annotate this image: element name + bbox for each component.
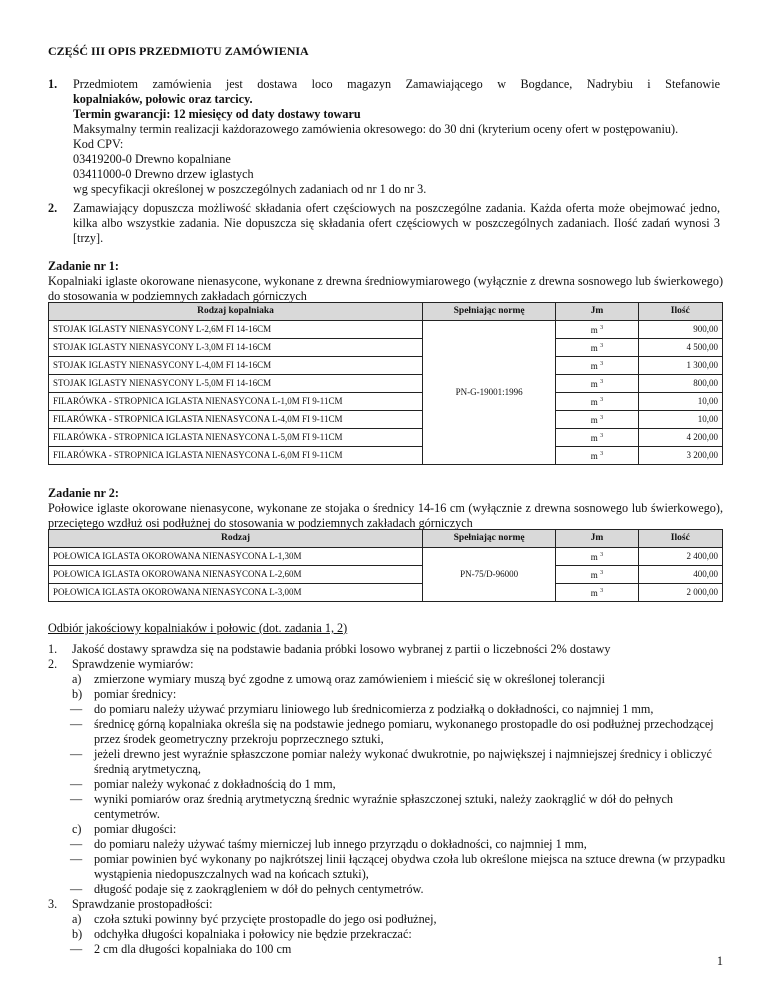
task-2-heading: Zadanie nr 2: <box>48 486 119 500</box>
col-header-unit: Jm <box>556 303 638 321</box>
table-row <box>49 339 723 357</box>
cell-name: FILARÓWKA - STROPNICA IGLASTA NIENASYCONA L-1,0M FI 9-11CM <box>49 393 423 411</box>
cell-unit: m $^3$ <box>556 375 638 393</box>
list-item: a) czoła sztuki powinny być przycięte prostopadle do jego osi podłużnej, <box>72 912 437 926</box>
section-1-warranty: Termin gwarancji: 12 miesięcy od daty dostawy towaru <box>73 107 361 121</box>
cell-name: FILARÓWKA - STROPNICA IGLASTA NIENASYCONA L-5,0M FI 9-11CM <box>49 429 423 447</box>
section-2 <box>48 201 720 246</box>
cell-qty: 400,00 <box>638 566 722 584</box>
cell-unit: m $^3$ <box>556 357 638 375</box>
col-header-qty: Ilość <box>638 530 722 548</box>
list-item: — wyniki pomiarów oraz średnią arytmetyczną średnic wyraźnie spłaszczonej sztuki, należy zaokrąglić w dół do pełnych centymetrów. <box>70 792 674 821</box>
cpv-code-2: 03411000-0 Drewno drzew iglastych <box>73 167 254 181</box>
cell-qty: 800,00 <box>638 375 722 393</box>
spec-note: wg specyfikacji określonej w poszczególnych zadaniach od nr 1 do nr 3. <box>73 182 427 196</box>
cell-unit: m $^3$ <box>556 566 638 584</box>
cell-name: POŁOWICA IGLASTA OKOROWANA NIENASYCONA L-1,30M <box>49 548 423 566</box>
list-item: a) zmierzone wymiary muszą być zgodne z umową oraz zamówieniem i mieścić się w określonej tolerancji <box>72 672 606 686</box>
list-item: — do pomiaru należy używać taśmy mierniczej lub innego przyrządu o dokładności, co najmniej 1 mm, <box>70 837 587 851</box>
list-item: — do pomiaru należy używać przymiaru liniowego lub średnicomierza z podziałką o dokładności, co najmniej 1 mm, <box>70 702 654 716</box>
cell-name: FILARÓWKA - STROPNICA IGLASTA NIENASYCONA L-6,0M FI 9-11CM <box>49 447 423 465</box>
col-header-unit: Jm <box>556 530 638 548</box>
table-row <box>49 447 723 465</box>
cell-qty: 3 200,00 <box>638 447 722 465</box>
cpv-label: Kod CPV: <box>73 137 124 151</box>
cell-unit: m $^3$ <box>556 548 638 566</box>
cell-name: FILARÓWKA - STROPNICA IGLASTA NIENASYCONA L-4,0M FI 9-11CM <box>49 411 423 429</box>
cell-norm: PN-G-19001:1996 <box>422 321 555 465</box>
cell-unit: m $^3$ <box>556 447 638 465</box>
cell-qty: 10,00 <box>638 393 722 411</box>
cell-name: STOJAK IGLASTY NIENASYCONY L-5,0M FI 14-16CM <box>49 375 423 393</box>
cell-name: POŁOWICA IGLASTA OKOROWANA NIENASYCONA L-2,60M <box>49 566 423 584</box>
list-item: — długość podaje się z zaokrągleniem w dół do pełnych centymetrów. <box>70 882 424 896</box>
table-row <box>49 321 723 339</box>
task-1-description: Kopalniaki iglaste okorowane nienasycone, wykonane z drewna średniowymiarowego (wyłącznie z drewna sosnowego lub świerkowego) do stosowania w podziemnych zakładach górniczych <box>48 274 723 303</box>
section-1 <box>48 77 720 197</box>
col-header-norm: Spełniając normę <box>422 303 555 321</box>
table-row <box>49 584 723 602</box>
cpv-code-1: 03419200-0 Drewno kopalniane <box>73 152 231 166</box>
quality-list <box>48 642 728 957</box>
cell-qty: 1 300,00 <box>638 357 722 375</box>
section-1-deadline: Maksymalny termin realizacji każdorazowego zamówienia okresowego: do 30 dni (kryterium oceny ofert w postępowaniu). <box>73 122 679 136</box>
cell-name: STOJAK IGLASTY NIENASYCONY L-4,0M FI 14-16CM <box>49 357 423 375</box>
task-2-description: Połowice iglaste okorowane nienasycone, wykonane ze stojaka o średnicy 14-16 cm (wyłącznie z drewna sosnowego lub świerkowego), przeciętego wzdłuż osi podłużnej do stosowania w podziemnych zakładach górniczych <box>48 501 723 530</box>
section-number: 2. <box>48 201 58 215</box>
table-row <box>49 411 723 429</box>
cell-name: STOJAK IGLASTY NIENASYCONY L-2,6M FI 14-16CM <box>49 321 423 339</box>
section-2-text: Zamawiający dopuszcza możliwość składania ofert częściowych na poszczególne zadania. Każda oferta może obejmować jedno, kilka albo wszystkie zadania. Nie dopuszcza się składania ofert częściowych w poszczególnych zadaniach. Ilość zadań wynosi 3 [trzy]. <box>73 201 720 245</box>
cell-name: STOJAK IGLASTY NIENASYCONY L-3,0M FI 14-16CM <box>49 339 423 357</box>
cell-qty: 10,00 <box>638 411 722 429</box>
section-number: 1. <box>48 77 58 91</box>
list-item: — jeżeli drewno jest wyraźnie spłaszczone pomiar należy wykonać dwukrotnie, po największej i najmniejszej średnicy i obliczyć średnią arytmetyczną, <box>70 747 712 776</box>
list-item: 2. Sprawdzenie wymiarów: <box>48 657 194 671</box>
list-item: — 2 cm dla długości kopalniaka do 100 cm <box>70 942 292 956</box>
table-header-row <box>49 303 723 321</box>
cell-unit: m $^3$ <box>556 339 638 357</box>
cell-qty: 900,00 <box>638 321 722 339</box>
cell-name: POŁOWICA IGLASTA OKOROWANA NIENASYCONA L-3,00M <box>49 584 423 602</box>
table-row <box>49 375 723 393</box>
list-item: — pomiar należy wykonać z dokładnością do 1 mm, <box>70 777 336 791</box>
cell-unit: m $^3$ <box>556 584 638 602</box>
task-1-heading: Zadanie nr 1: <box>48 259 119 273</box>
document-title: CZĘŚĆ III OPIS PRZEDMIOTU ZAMÓWIENIA <box>48 44 309 58</box>
col-header-type: Rodzaj <box>49 530 423 548</box>
cell-unit: m $^3$ <box>556 411 638 429</box>
cell-qty: 2 400,00 <box>638 548 722 566</box>
quality-heading: Odbiór jakościowy kopalniaków i połowic (dot. zadania 1, 2) <box>48 621 348 635</box>
table-header-row <box>49 530 723 548</box>
cell-unit: m $^3$ <box>556 393 638 411</box>
section-1-products: kopalniaków, połowic oraz tarcicy. <box>73 92 253 106</box>
table-row <box>49 548 723 566</box>
table-row <box>49 357 723 375</box>
cell-qty: 2 000,00 <box>638 584 722 602</box>
cell-norm: PN-75/D-96000 <box>422 548 555 602</box>
cell-unit: m $^3$ <box>556 321 638 339</box>
list-item: b) odchyłka długości kopalniaka i połowicy nie będzie przekraczać: <box>72 927 412 941</box>
list-item: 1. Jakość dostawy sprawdza się na podstawie badania próbki losowo wybranej z partii o liczebności 2% dostawy <box>48 642 611 656</box>
col-header-type: Rodzaj kopalniaka <box>49 303 423 321</box>
table-row <box>49 429 723 447</box>
task-1 <box>48 259 723 304</box>
task-1-table <box>48 302 723 465</box>
col-header-norm: Spełniając normę <box>422 530 555 548</box>
task-2-table <box>48 529 723 602</box>
list-item: — pomiar powinien być wykonany po najkrótszej linii łączącej obydwa czoła lub określone miejsca na sztuce drewna (w przypadku wystąpienia niedopuszczalnych wad na końcach sztuki), <box>70 852 726 881</box>
col-header-qty: Ilość <box>638 303 722 321</box>
page-number: 1 <box>716 954 723 968</box>
cell-qty: 4 200,00 <box>638 429 722 447</box>
section-1-line1: Przedmiotem zamówienia jest dostawa loco magazyn Zamawiającego w Bogdance, Nadrybiu i Stefanowie <box>73 77 720 91</box>
table-row <box>49 393 723 411</box>
list-item: — średnicę górną kopalniaka określa się na podstawie jednego pomiaru, wykonanego prostopadle do osi podłużnej przechodzącej przez środek geometryczny przekroju poprzecznego sztuki, <box>70 717 714 746</box>
list-item: 3. Sprawdzanie prostopadłości: <box>48 897 213 911</box>
list-item: b) pomiar średnicy: <box>72 687 177 701</box>
list-item: c) pomiar długości: <box>72 822 177 836</box>
task-2 <box>48 486 723 531</box>
cell-qty: 4 500,00 <box>638 339 722 357</box>
cell-unit: m $^3$ <box>556 429 638 447</box>
table-row <box>49 566 723 584</box>
